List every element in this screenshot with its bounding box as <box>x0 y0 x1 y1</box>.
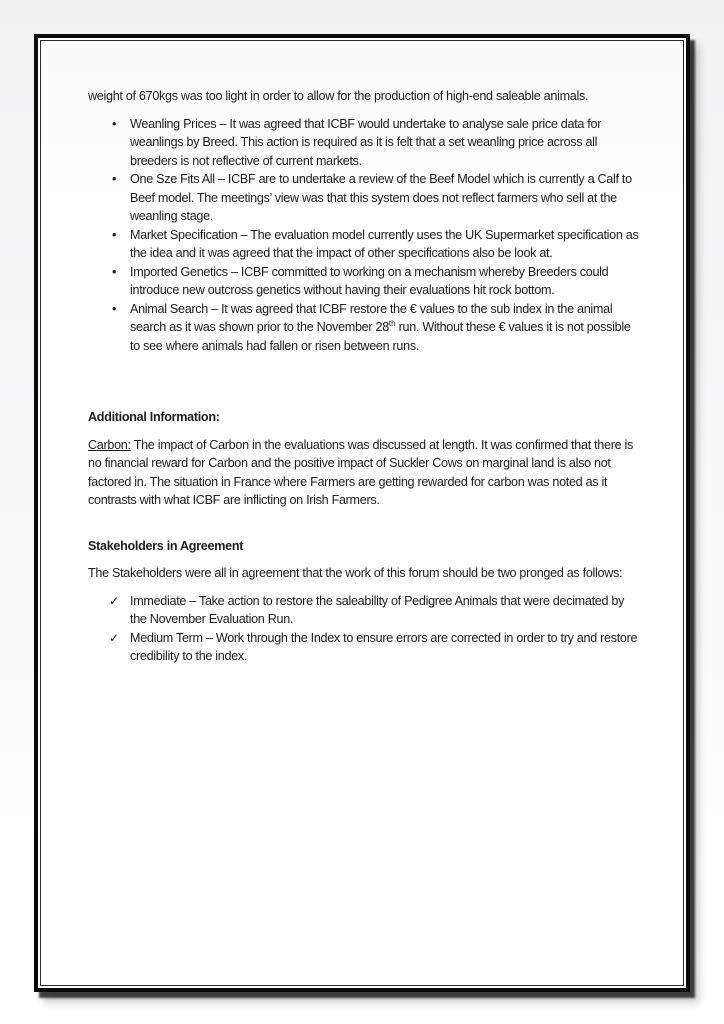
list-item-text <box>130 300 639 356</box>
list-item <box>88 226 639 263</box>
check-list <box>88 592 639 666</box>
list-item <box>88 300 639 356</box>
list-item <box>88 629 639 666</box>
page-border-frame <box>34 34 690 992</box>
continued-paragraph: weight of 670kgs was too light in order to allow for the production of high-end saleable animals. <box>88 89 589 103</box>
stakeholders-paragraph: The Stakeholders were all in agreement that the work of this forum should be two pronged as follows: <box>88 566 623 580</box>
check-icon: ✓ <box>109 630 119 645</box>
superscript-th: th <box>388 318 396 328</box>
carbon-text: The impact of Carbon in the evaluations was discussed at length. It was confirmed that there is no financial reward for Carbon and the positive impact of Suckler Cows on marginal land is also not factored in. The situation in France where Farmers are getting rewarded for carbon was noted as it contrasts with what ICBF are inflicting on Irish Farmers. <box>88 437 634 507</box>
bullet-icon: • <box>112 264 117 279</box>
bullet-list <box>88 115 639 356</box>
stakeholders-heading: Stakeholders in Agreement <box>88 538 244 553</box>
check-icon: ✓ <box>109 593 119 608</box>
list-item-text-post: run. Without these € values it is not possible to see where animals had fallen or risen between runs. <box>130 320 631 353</box>
list-item-text: One Sze Fits All – ICBF are to undertake a review of the Beef Model which is currently a Calf to Beef model. The meetings’ view was that this system does not reflect farmers who sell at the weanling stage. <box>130 172 632 223</box>
list-item-text: Imported Genetics – ICBF committed to working on a mechanism whereby Breeders could introduce new outcross genetics without having their evaluations hit rock bottom. <box>130 264 609 297</box>
carbon-label: Carbon: <box>88 437 131 452</box>
list-item-text: Immediate – Take action to restore the saleability of Pedigree Animals that were decimated by the November Evaluation Run. <box>130 593 625 626</box>
bullet-icon: • <box>112 227 117 242</box>
list-item <box>88 115 639 171</box>
list-item-text: Weanling Prices – It was agreed that ICBF would undertake to analyse sale price data for weanlings by Breed. This action is required as it is felt that a set weanling price across all breeders is not reflective of current markets. <box>130 116 602 168</box>
list-item <box>88 170 639 226</box>
list-item <box>88 592 639 629</box>
list-item-text: Medium Term – Work through the Index to ensure errors are corrected in order to try and restore credibility to the index. <box>130 630 638 663</box>
list-item <box>88 263 639 300</box>
bullet-icon: • <box>112 116 117 131</box>
document-content <box>41 41 683 985</box>
carbon-paragraph <box>88 436 639 510</box>
page <box>40 40 684 986</box>
list-item-text-pre: Animal Search – It was agreed that ICBF restore the € values to the sub index in the animal search as it was shown prior to the November 28 <box>130 301 613 334</box>
bullet-icon: • <box>112 172 117 186</box>
list-item-text: Market Specification – The evaluation model currently uses the UK Supermarket specification as the idea and it was agreed that the impact of other specifications also be look at. <box>130 227 639 260</box>
bullet-icon: • <box>112 301 117 316</box>
additional-info-heading: Additional Information: <box>88 410 220 424</box>
